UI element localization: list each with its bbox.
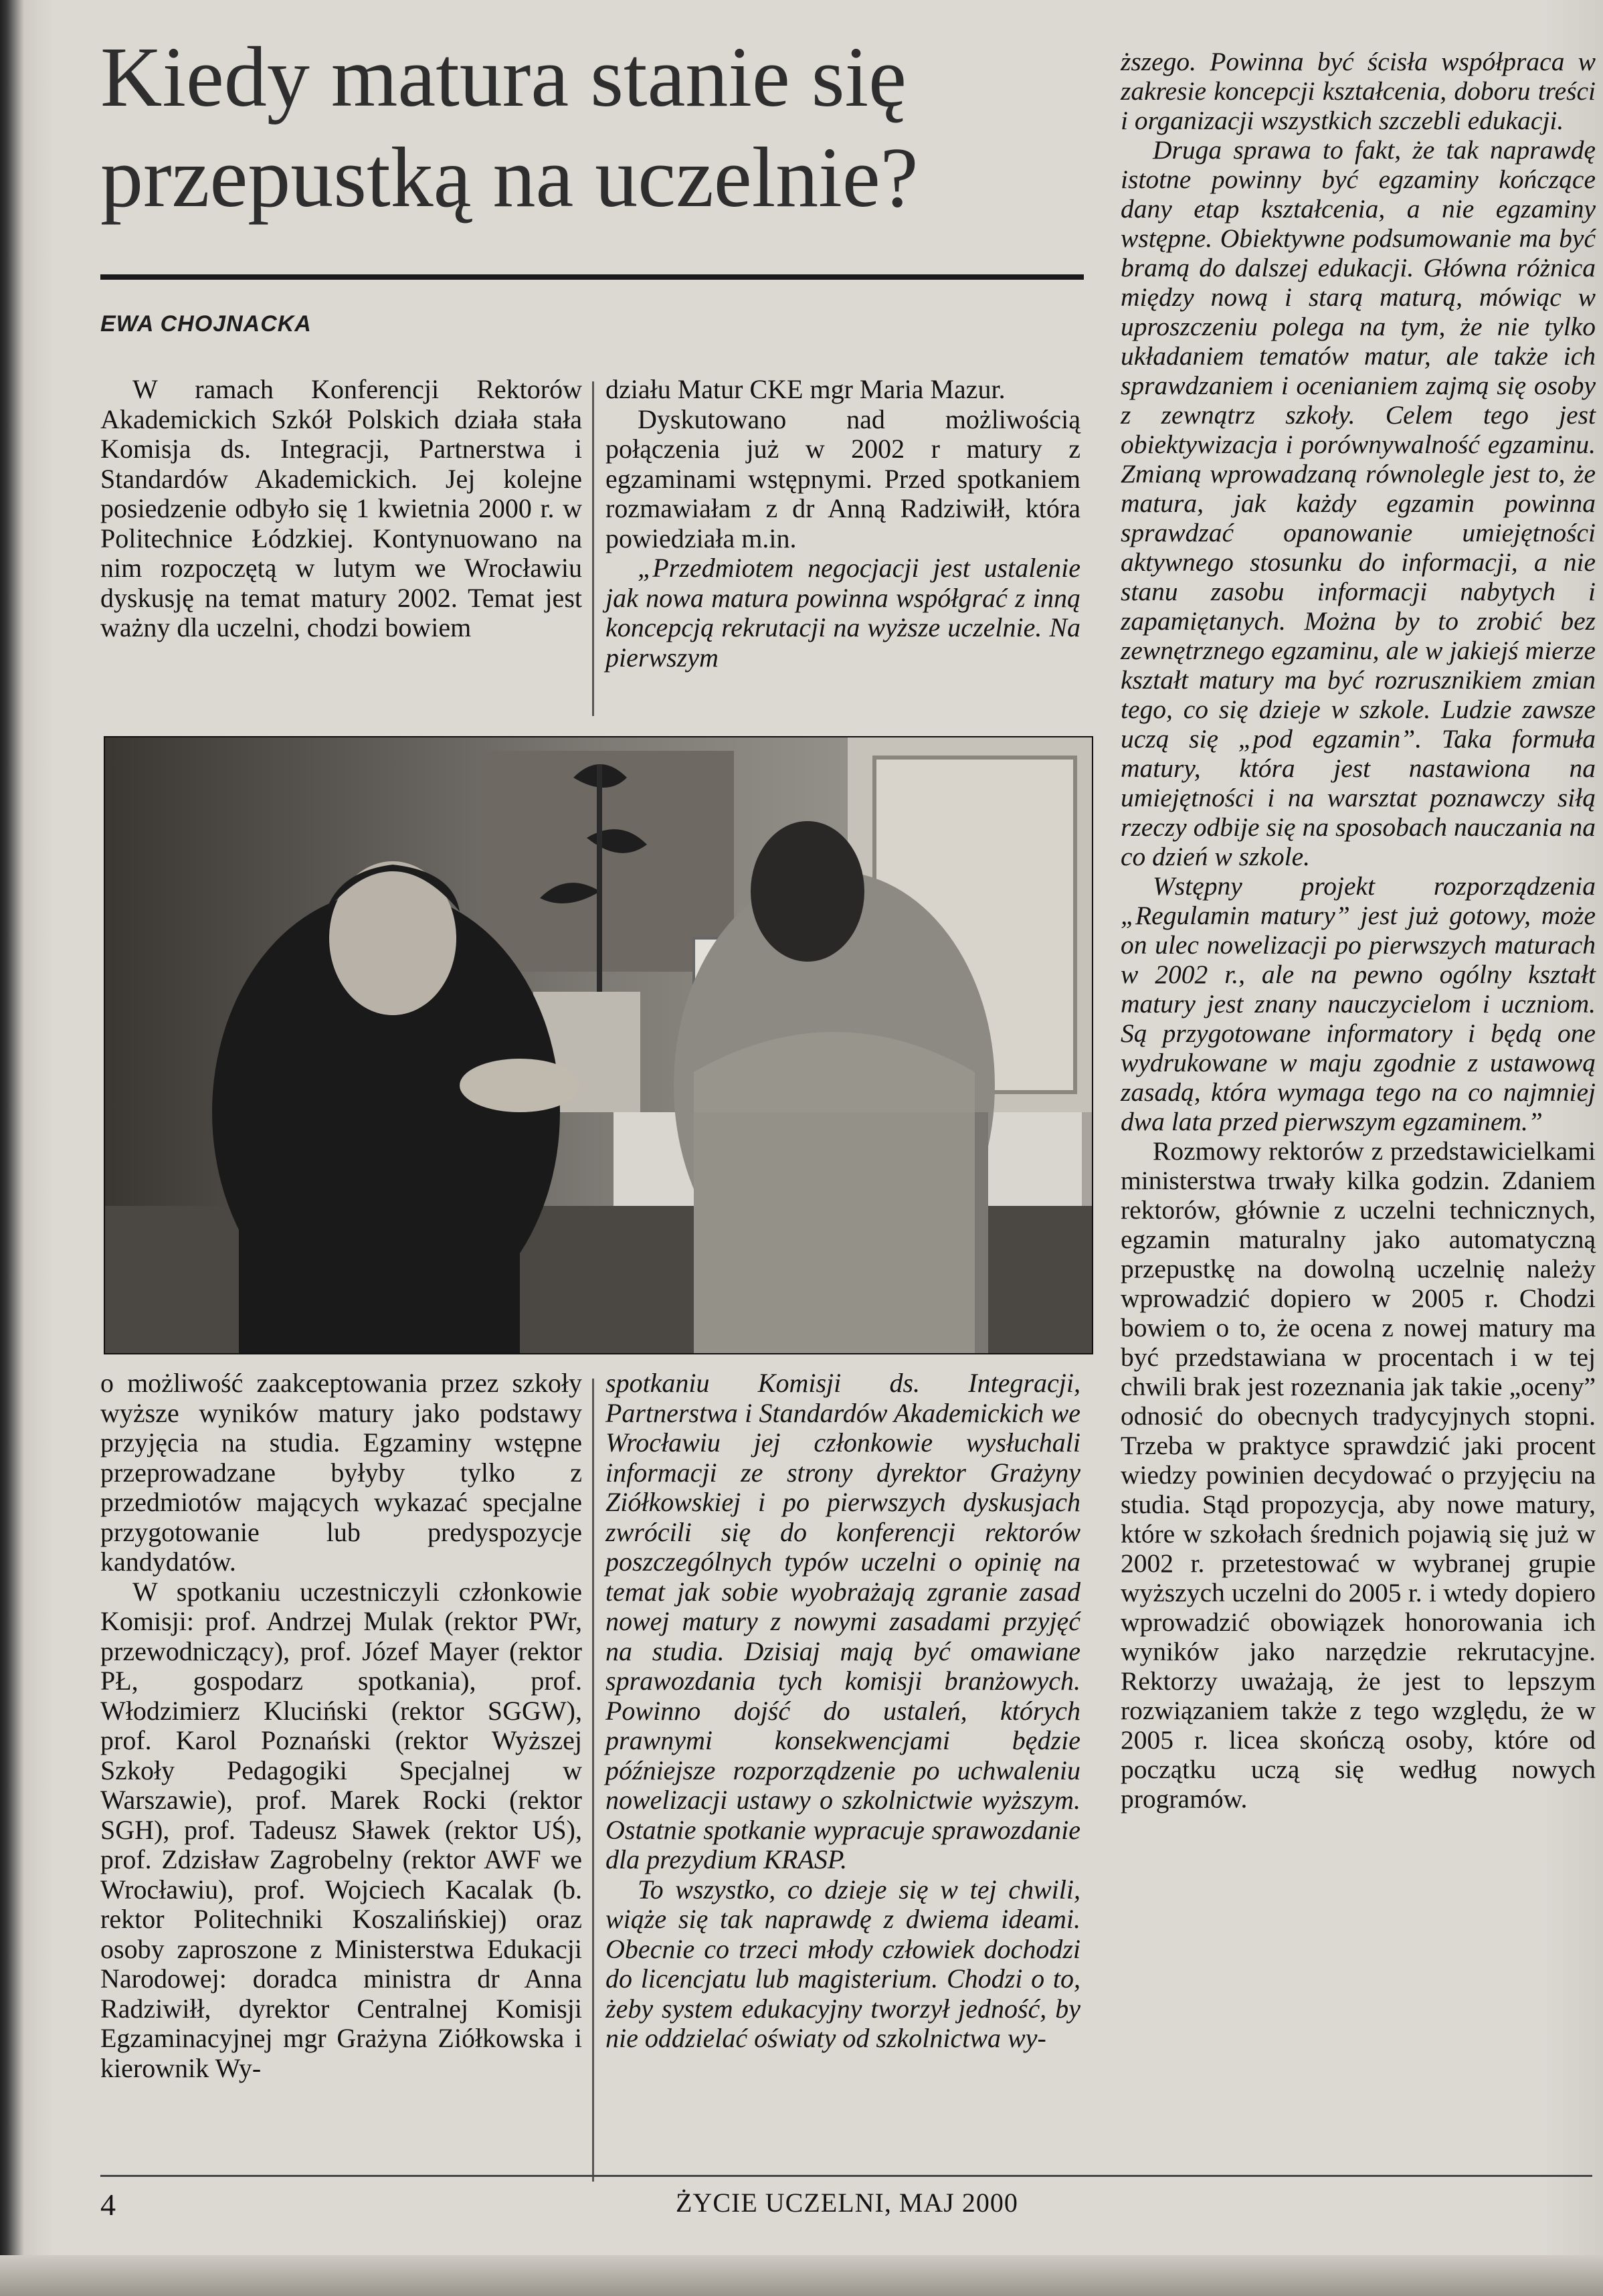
column-1-bottom xyxy=(100,1368,582,2083)
byline: EWA CHOJNACKA xyxy=(100,311,312,337)
paragraph: W ramach Konferencji Rektorów Akademickich Szkół Polskich działa stała Komisja ds. Integracji, Partnerstwa i Standardów Akademickich. Jej kolejne posiedzenie odbyło się 1 kwietnia 2000 r. w Politechnice Łódzkiej. Kontynuowano na nim rozpoczętą w lutym we Wrocławiu dyskusję na temat matury 2002. Temat jest ważny dla uczelni, chodzi bowiem xyxy=(100,374,582,642)
quote-paragraph: ższego. Powinna być ścisła współpraca w zakresie koncepcji kształcenia, doboru treści i organizacji wszystkich szczebli edukacji. xyxy=(1121,47,1596,135)
column-divider xyxy=(592,1379,594,2182)
page-number: 4 xyxy=(100,2188,116,2222)
column-divider xyxy=(592,381,594,716)
quote-paragraph: Wstępny projekt rozporządzenia „Regulamin matury” jest już gotowy, może on ulec nowelizacji po pierwszych maturach w 2002 r., ale na pewno ogólny kształt matury jest znany nauczycielom i uczniom. Są przygotowane informatory i będą one wydrukowane w maju zgodnie z ustawową zasadą, która wymaga tego na co najmniej dwa lata przed pierwszym egzaminem.” xyxy=(1121,871,1596,1136)
column-2-top xyxy=(605,375,1080,673)
paragraph: Dyskutowano nad możliwością połączenia już w 2002 r matury z egzaminami wstępnymi. Przed spotkaniem rozmawiałam z dr Anną Radziwiłł, która powiedziała m.in. xyxy=(605,404,1080,553)
quote-paragraph: „Przedmiotem negocjacji jest ustalenie jak nowa matura powinna współgrać z inną koncepcją rekrutacji na wyższe uczelnie. Na pierwszym xyxy=(605,553,1080,673)
photo-illustration xyxy=(105,737,1092,1353)
column-2-bottom xyxy=(605,1368,1080,2054)
headline-line-1: Kiedy matura stanie się xyxy=(100,29,907,124)
column-3 xyxy=(1121,47,1596,1814)
article-headline xyxy=(100,27,1077,228)
paragraph: Rozmowy rektorów z przedstawicielkami ministerstwa trwały kilka godzin. Zdaniem rektorów, głównie z uczelni technicznych, egzamin maturalny jako automatyczną przepustkę na dowolną uczelnię należy wprowadzić dopiero w 2005 r. Chodzi bowiem o to, że ocena z nowej matury ma być przedstawiana w procentach i w tej chwili brak jest rozeznania jak takie „oceny” odnosić do obecnych tradycyjnych stopni. Trzeba w praktyce sprawdzić jaki procent wiedzy powinien decydować o przyjęciu na studia. Stąd propozycja, aby nowe matury, które w szkołach średnich pojawią się już w 2002 r. przetestować w wybranej grupie wyższych uczelni do 2005 r. i wtedy dopiero wprowadzić obowiązek honorowania ich wyników jako narzędzie rekrutacyjne. Rektorzy uważają, że jest to lepszym rozwiązaniem także z tego względu, że w 2005 r. licea skończą osoby, które od początku uczą się według nowych programów. xyxy=(1121,1136,1596,1814)
headline-line-2: przepustką na uczelnie? xyxy=(100,130,919,225)
page-bottom-edge xyxy=(0,2255,1603,2296)
paragraph: W spotkaniu uczestniczyli członkowie Komisji: prof. Andrzej Mulak (rektor PWr, przewodniczący), prof. Józef Mayer (rektor PŁ, gospodarz spotkania), prof. Włodzimierz Kluciński (rektor SGGW), prof. Karol Poznański (rektor Wyższej Szkoły Pedagogiki Specjalnej w Warszawie), prof. Marek Rocki (rektor SGH), prof. Tadeusz Sławek (rektor UŚ), prof. Zdzisław Zagrobelny (rektor AWF we Wrocławiu), prof. Wojciech Kacalak (b. rektor Politechniki Koszalińskiej) oraz osoby zaproszone z Ministerstwa Edukacji Narodowej: doradca ministra dr Anna Radziwiłł, dyrektor Centralnej Komisji Egzaminacyjnej mgr Grażyna Ziółkowska i kierownik Wy- xyxy=(100,1576,582,2083)
footer-rule xyxy=(100,2175,1592,2177)
publication-footer: ŻYCIE UCZELNI, MAJ 2000 xyxy=(676,2188,1018,2218)
quote-paragraph: To wszystko, co dzieje się w tej chwili, wiąże się tak naprawdę z dwiema ideami. Obecnie co trzeci młody człowiek dochodzi do licencjatu lub magisterium. Chodzi o to, żeby system edukacyjny tworzył jedność, by nie oddzielać oświaty od szkolnictwa wy- xyxy=(605,1874,1080,2053)
paragraph: o możliwość zaakceptowania przez szkoły wyższe wyników matury jako podstawy przyjęcia na studia. Egzaminy wstępne przeprowadzane byłyby tylko z przedmiotów mających wykazać specjalne przygotowanie lub predyspozycje kandydatów. xyxy=(100,1368,582,1577)
column-1-top xyxy=(100,375,582,643)
quote-paragraph: Druga sprawa to fakt, że tak naprawdę istotne powinny być egzaminy kończące dany etap kształcenia, a nie egzaminy wstępne. Obiektywne podsumowanie ma być bramą do dalszej edukacji. Główna różnica między nową i starą maturą, mówiąc w uproszczeniu polega na tym, że nie tylko układaniem tematów matur, ale także ich sprawdzaniem i ocenianiem zajmą się osoby z zewnątrz szkoły. Celem tego jest obiektywizacja i porównywalność egzaminu. Zmianą wprowadzaną równolegle jest to, że matura, jak każdy egzamin powinna sprawdzać opanowanie umiejętności aktywnego stosunku do informacji, a nie stanu zasobu informacji nabytych i zapamiętanych. Można by to zrobić bez zewnętrznego egzaminu, ale w jakiejś mierze kształt matury ma być rozrusznikiem zmian tego, co się dzieje w szkole. Ludzie zawsze uczą się „pod egzamin”. Taka formuła matury, która jest nastawiona na umiejętności i na warsztat poznawczy siłą rzeczy odbije się na sposobach nauczania na co dzień w szkole. xyxy=(1121,135,1596,871)
title-rule xyxy=(100,274,1084,280)
article-photo xyxy=(104,736,1093,1354)
quote-paragraph: spotkaniu Komisji ds. Integracji, Partnerstwa i Standardów Akademickich we Wrocławiu jej członkowie wysłuchali informacji ze strony dyrektor Grażyny Ziółkowskiej i po pierwszych dyskusjach zwrócili się do konferencji rektorów poszczególnych typów uczelni o opinię na temat jak sobie wyobrażają zgranie zasad nowej matury z nowymi zasadami przyjęć na studia. Dzisiaj mają być omawiane sprawozdania tych komisji branżowych. Powinno dojść do ustaleń, których prawnymi konsekwencjami będzie późniejsze rozporządzenie po uchwaleniu nowelizacji ustawy o szkolnictwie wyższym. Ostatnie spotkanie wypracuje sprawozdanie dla prezydium KRASP. xyxy=(605,1368,1080,1874)
paragraph: działu Matur CKE mgr Maria Mazur. xyxy=(605,374,1006,404)
